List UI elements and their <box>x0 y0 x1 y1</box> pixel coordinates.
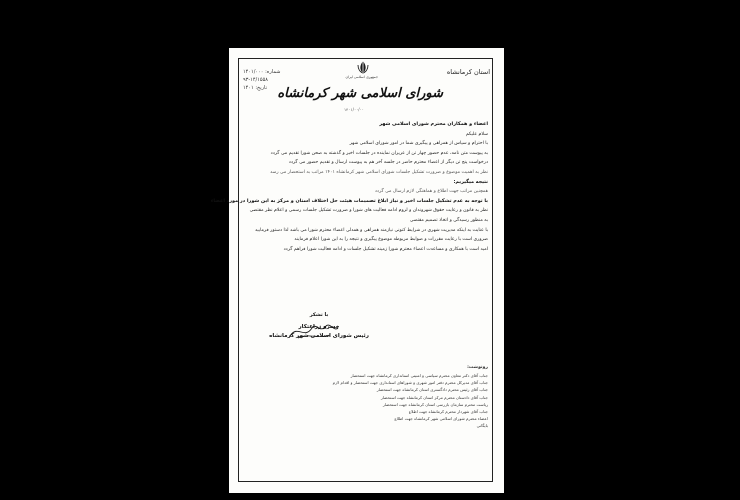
cc-line: جناب آقای شهردار محترم کرمانشاه جهت اطلاع <box>408 409 488 415</box>
cc-line: جناب آقای مدیرکل محترم دفتر امور شهری و شوراهای استانداری جهت استحضار و اقدام لازم <box>332 380 488 386</box>
closing-text: با تشکر <box>309 312 329 318</box>
cc-line: بایگانی <box>476 423 488 429</box>
cc-heading: رونوشت: <box>467 365 488 370</box>
signature-block <box>269 312 369 339</box>
number-label: شماره: ۱۴۰۱/۰۰۰ <box>243 69 281 75</box>
paragraph: به پیوست متن نامه، عدم حضور چهار تن از عزیزان نماینده در جلسات اخیر و گذشته به صحن شورا تقدیم می گردد <box>270 150 488 156</box>
bold-paragraph: با توجه به عدم تشکیل جلسات اخیر و نیاز ابلاغ تصمیمات هیئت حل اختلاف استان و مرکز به این شورا در مورد اعضاء <box>210 197 488 204</box>
signer-name: خسرو زراعتکار <box>298 324 340 330</box>
paragraph: امید است با همکاری و مساعدت اعضاء محترم شورا زمینه تشکیل جلسات و ادامه فعالیت شورا فراهم گردد <box>283 246 488 252</box>
cc-line: جناب آقای رئیس محترم دادگستری استان کرمانشاه جهت استحضار <box>376 387 488 393</box>
paragraph: درخواست پنج تن دیگر از اعضاء محترم حاضر در جلسه آخر هم به پیوست ارسال و تقدیم حضور می گردد <box>288 160 488 166</box>
letter-body <box>210 120 488 254</box>
stamp-date: ۱۴۰۱/۰۰/۰۰ <box>344 107 364 112</box>
cc-line: ریاست محترم سازمان بازرسی استان کرمانشاه جهت استحضار <box>382 401 488 407</box>
cc-line: اعضاء محترم شورای اسلامی شهر کرمانشاه جهت اطلاع <box>394 416 488 422</box>
emblem-icon <box>356 60 370 74</box>
province-label: استان کرمانشاه <box>446 68 490 76</box>
paragraph: به منظور رسیدگی و اتخاذ تصمیم مقتضی <box>409 217 488 223</box>
greeting: سلام علیکم <box>465 131 488 137</box>
paragraph: نظر به اهمیت موضوع و ضرورت تشکیل جلسات شورای اسلامی شهر کرمانشاه ۱۴۰۱ مراتب به استحضار می رسد <box>270 169 488 175</box>
notice-heading: نتیجه میگیریم: <box>453 178 488 185</box>
salutation: اعضاء و همکاران محترم شورای اسلامی شهر <box>379 121 488 127</box>
document-page <box>210 48 504 493</box>
cc-line: جناب آقای دادستان محترم مرکز استان کرمانشاه جهت استحضار <box>380 394 488 400</box>
paragraph: ضروری است با رعایت مقررات و ضوابط مربوطه موضوع پیگیری و نتیجه را به این شورا اعلام فرمایند <box>294 237 488 243</box>
emblem <box>345 60 378 79</box>
date-label: تاریخ: ۱۴۰۱ <box>243 85 267 91</box>
number-value: ۹۳-۱۴/۱۵۵۸ <box>243 77 268 83</box>
paragraph: نظر به قانون و رعایت حقوق شهروندان و لزوم ادامه فعالیت های شورا و ضرورت تشکیل جلسات رسمی و اعلام نظر مقتضی <box>249 208 488 214</box>
paragraph: با عنایت به اینکه مدیریت شهری در شرایط کنونی نیازمند همراهی و همدلی اعضاء محترم شورا می باشد لذا دستور فرمایید <box>254 227 488 233</box>
carbon-copy-list <box>245 364 488 430</box>
signer-role: رئیس شورای اسلامی شهر کرمانشاه <box>269 333 369 339</box>
emblem-caption: جمهوری اسلامی ایران <box>345 75 378 79</box>
cc-line: جناب آقای دکتر معاون محترم سیاسی و امنیتی استانداری کرمانشاه جهت استحضار <box>350 373 488 378</box>
paragraph: با احترام و سپاس از همراهی و پیگیری شما در امور شورای اسلامی شهر <box>349 141 488 147</box>
notice-sub: همچنین مراتب جهت اطلاع و هماهنگی لازم ارسال می گردد <box>374 189 488 195</box>
council-title: شورای اسلامی شهر کرمانشاه <box>277 86 443 101</box>
